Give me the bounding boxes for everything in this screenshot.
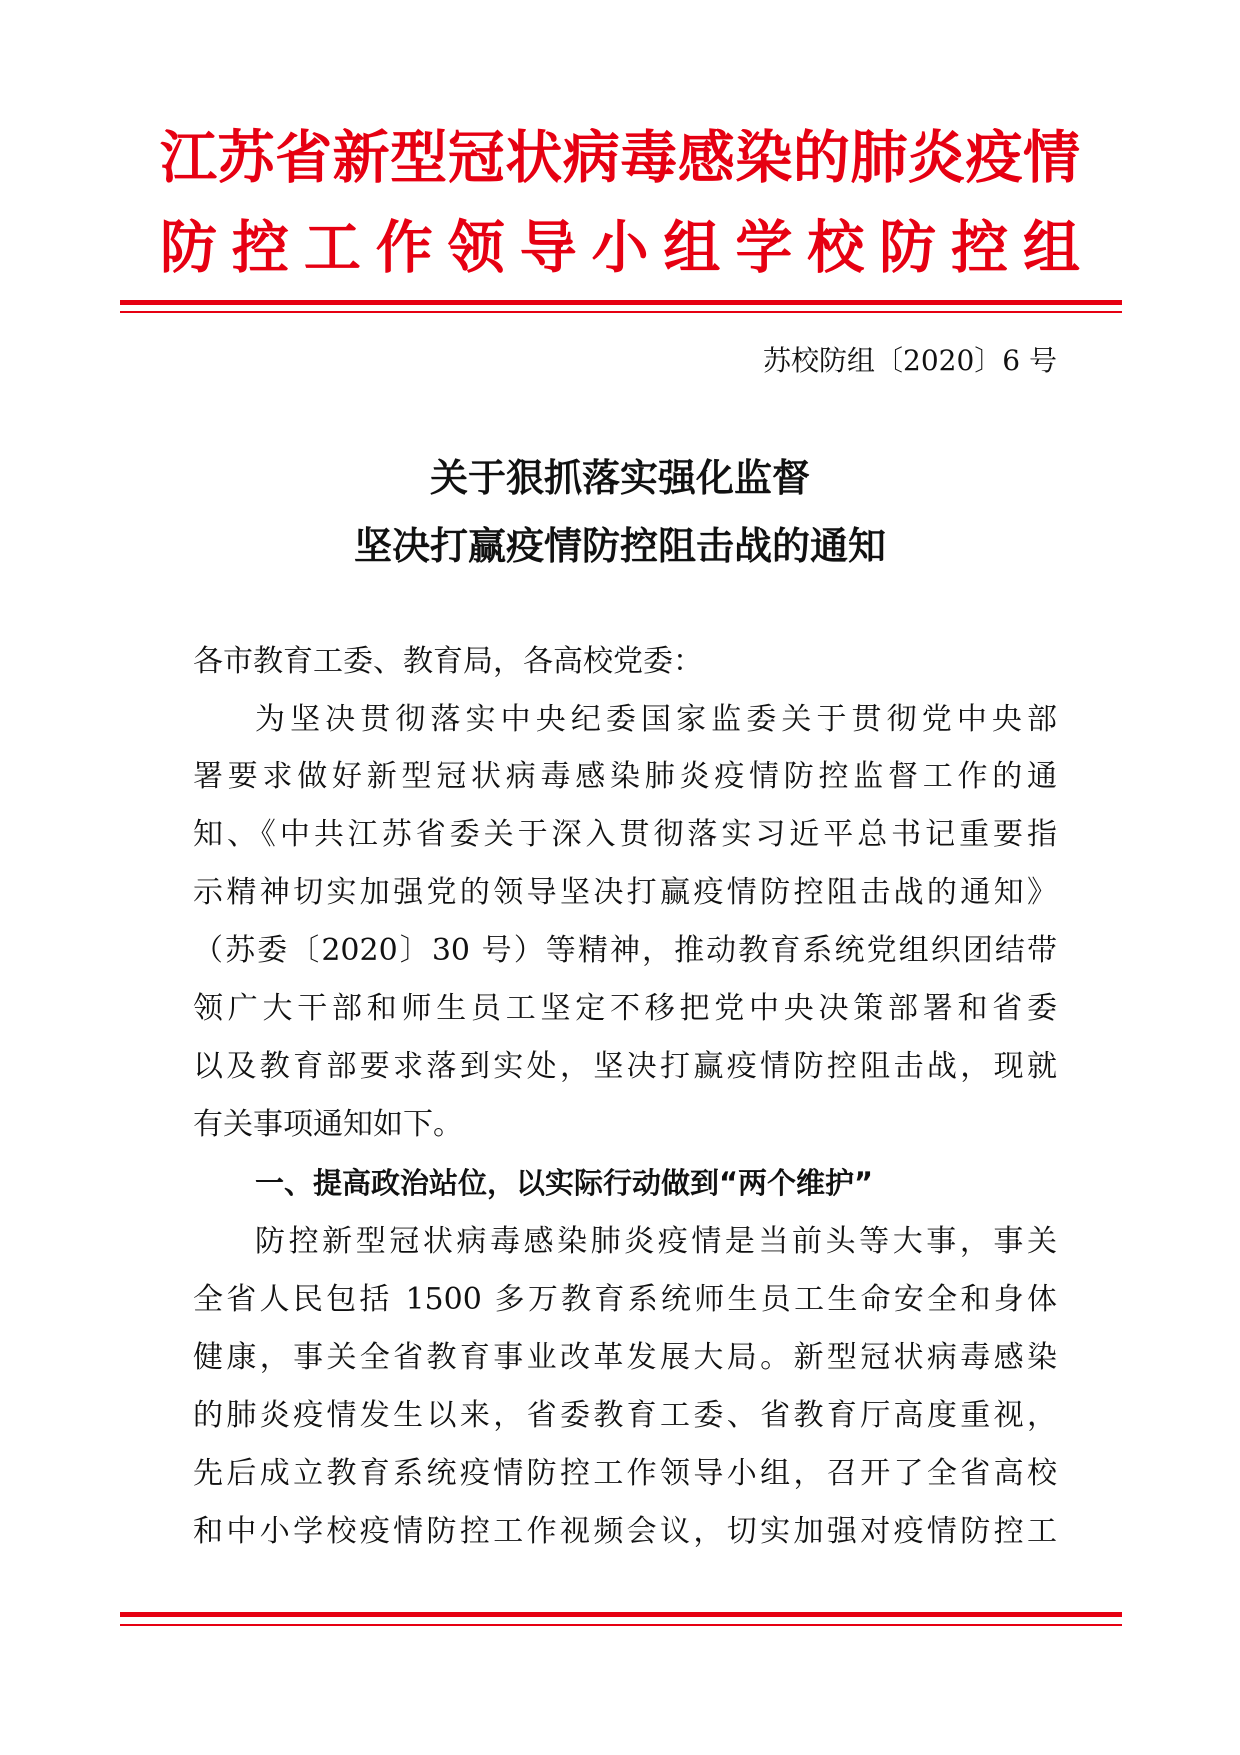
title-line-1: 关于狠抓落实强化监督 — [429, 455, 810, 500]
title-line-2: 坚决打赢疫情防控阻击战的通知 — [353, 523, 886, 568]
footer-rule-thin — [120, 1624, 1122, 1626]
masthead-rule-thick — [120, 300, 1122, 305]
masthead-rule-thin — [120, 311, 1122, 313]
masthead-line-2: 防控工作领导小组学校防控组 — [160, 215, 1080, 281]
masthead-line-1: 江苏省新型冠状病毒感染的肺炎疫情 — [160, 125, 1080, 191]
paragraph1-line-5: （苏委〔2020〕30 号）等精神，推动教育系统党组织团结带 — [193, 933, 1057, 968]
paragraph2-line-4: 的肺炎疫情发生以来，省委教育工委、省教育厅高度重视， — [193, 1398, 1057, 1433]
paragraph1-line-4: 示精神切实加强党的领导坚决打赢疫情防控阻击战的通知》 — [193, 875, 1057, 910]
paragraph2-line-6: 和中小学校疫情防控工作视频会议，切实加强对疫情防控工 — [193, 1514, 1057, 1549]
paragraph2-line-5: 先后成立教育系统疫情防控工作领导小组，召开了全省高校 — [193, 1456, 1057, 1491]
paragraph1-line-1: 为坚决贯彻落实中央纪委国家监委关于贯彻党中央部 — [255, 702, 1057, 737]
salutation: 各市教育工委、教育局，各高校党委： — [193, 644, 703, 679]
paragraph2-line-3: 健康，事关全省教育事业改革发展大局。新型冠状病毒感染 — [193, 1340, 1057, 1375]
paragraph1-line-8: 有关事项通知如下。 — [193, 1107, 463, 1142]
section-1-heading: 一、提高政治站位，以实际行动做到“两个维护” — [255, 1166, 874, 1200]
document-number: 苏校防组〔2020〕6 号 — [763, 344, 1057, 377]
paragraph1-line-7: 以及教育部要求落到实处，坚决打赢疫情防控阻击战，现就 — [193, 1049, 1057, 1084]
paragraph1-line-6: 领广大干部和师生员工坚定不移把党中央决策部署和省委 — [193, 991, 1057, 1026]
paragraph1-line-3: 知、《中共江苏省委关于深入贯彻落实习近平总书记重要指 — [193, 817, 1057, 852]
paragraph1-line-2: 署要求做好新型冠状病毒感染肺炎疫情防控监督工作的通 — [193, 759, 1057, 794]
paragraph2-line-1: 防控新型冠状病毒感染肺炎疫情是当前头等大事，事关 — [255, 1224, 1057, 1259]
footer-rule-thick — [120, 1612, 1122, 1617]
paragraph2-line-2: 全省人民包括 1500 多万教育系统师生员工生命安全和身体 — [193, 1282, 1057, 1317]
